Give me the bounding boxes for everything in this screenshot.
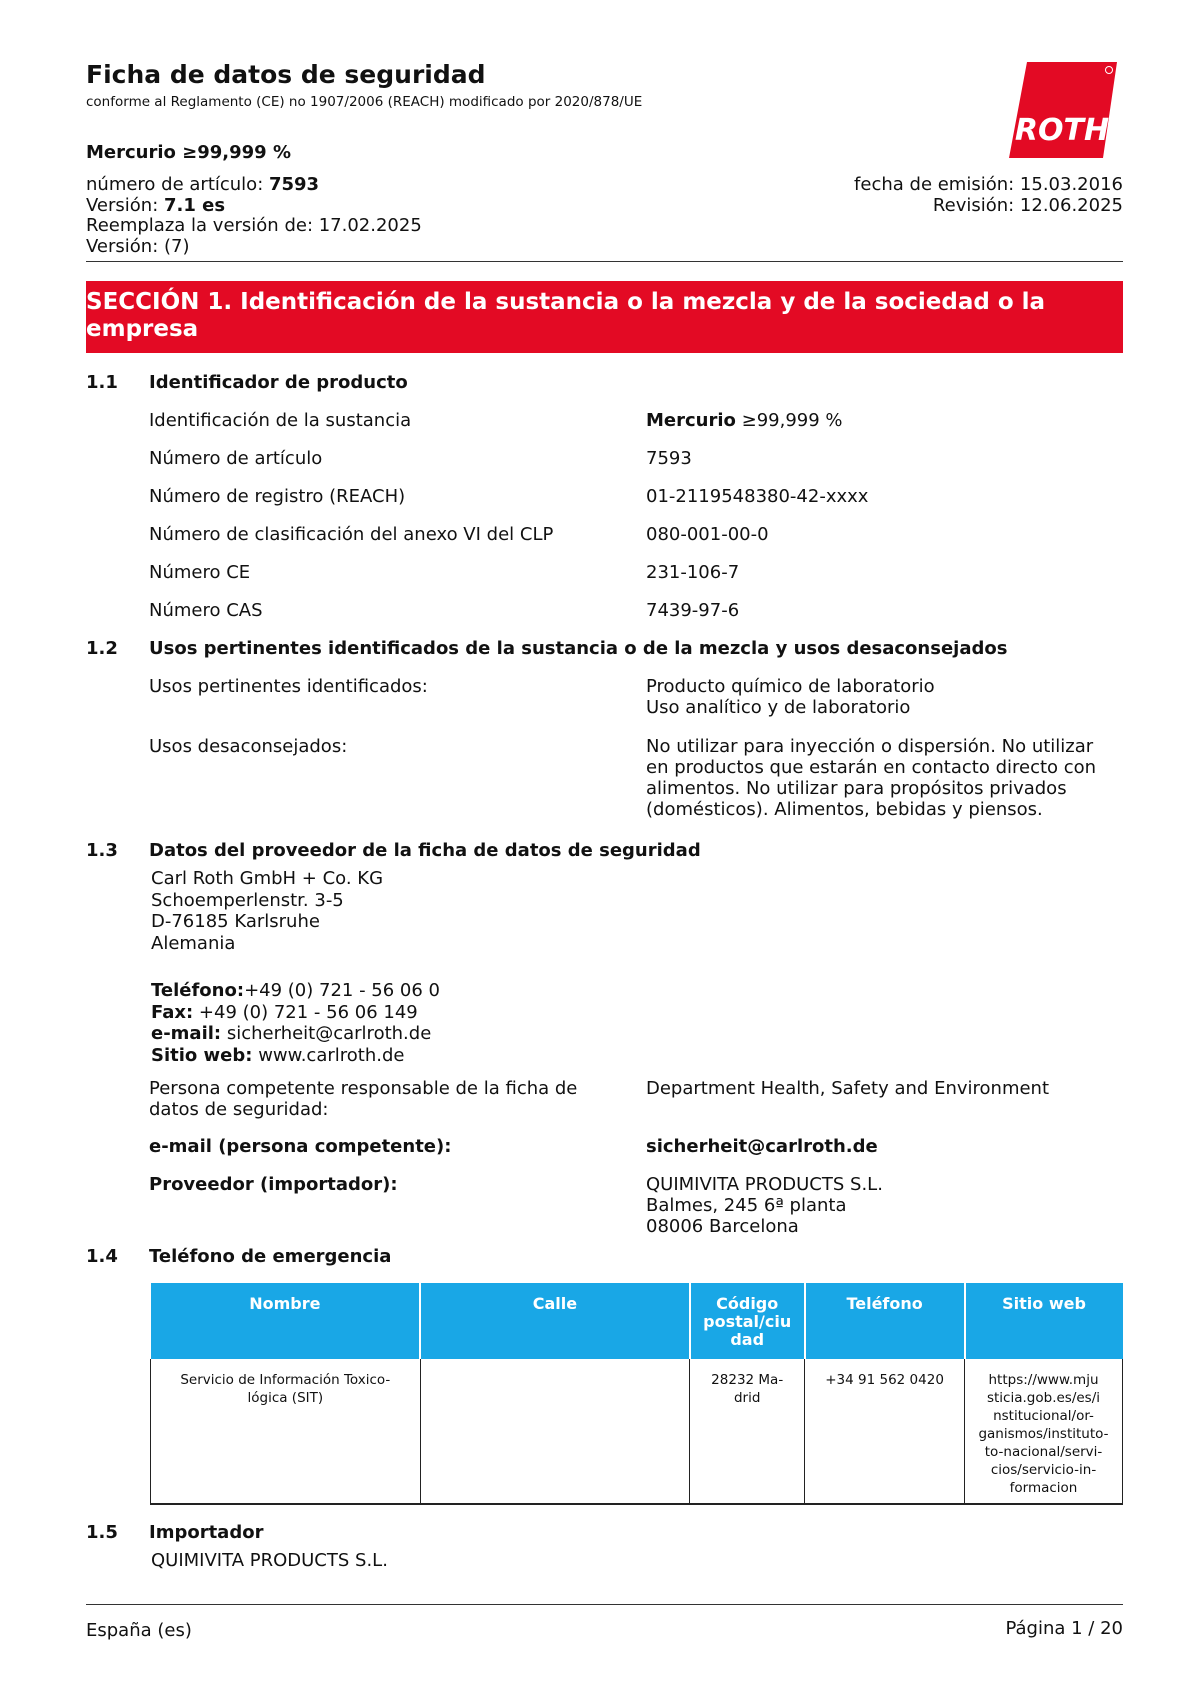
cell-street bbox=[420, 1359, 690, 1504]
column-header-website: Sitio web bbox=[965, 1283, 1123, 1359]
column-header-phone: Teléfono bbox=[805, 1283, 965, 1359]
table-header-row bbox=[151, 1283, 1123, 1359]
document-meta-right bbox=[854, 175, 1123, 216]
phone-line: Teléfono:+49 (0) 721 - 56 06 0 bbox=[151, 980, 440, 1001]
website-line: Sitio web: www.carlroth.de bbox=[151, 1044, 405, 1066]
logo-text: ROTH bbox=[1014, 113, 1110, 148]
column-header-postal: Código postal/ciu dad bbox=[690, 1283, 805, 1359]
revision-date: Revisión: 12.06.2025 bbox=[932, 194, 1123, 216]
previous-version: Versión: (7) bbox=[86, 235, 190, 257]
supplier-address: Carl Roth GmbH + Co. KG Schoemperlenstr. 3-5 D-76185 Karlsruhe Alemania bbox=[151, 868, 384, 954]
product-name: Mercurio ≥99,999 % bbox=[86, 142, 292, 163]
footer-locale: España (es) bbox=[86, 1620, 192, 1641]
cell-postal: 28232 Ma- drid bbox=[690, 1359, 805, 1504]
column-header-name: Nombre bbox=[151, 1283, 421, 1359]
column-header-street: Calle bbox=[420, 1283, 690, 1359]
cell-phone: +34 91 562 0420 bbox=[805, 1359, 965, 1504]
article-number-line: número de artículo: 7593 bbox=[86, 174, 320, 195]
roth-logo bbox=[1009, 60, 1121, 160]
document-subtitle: conforme al Reglamento (CE) no 1907/2006 (REACH) modificado por 2020/878/UE bbox=[86, 94, 643, 110]
replaces-version: Reemplaza la versión de: 17.02.2025 bbox=[86, 215, 422, 236]
document-title: Ficha de datos de seguridad bbox=[86, 60, 486, 89]
issue-date: fecha de emisión: 15.03.2016 bbox=[854, 174, 1123, 195]
email-line: e-mail: sicherheit@carlroth.de bbox=[151, 1023, 432, 1044]
sds-page: Ficha de datos de seguridad conforme al Reglamento (CE) no 1907/2006 (REACH) modificado por 2020/878/UE ROTH Mercurio ≥99,999 % número de artículo: 7593 Versión: 7.1 es Reemplaza la versión de: 17.02.2025 Versión: (7) fecha de emisión: 15.03.2016 Revisión: 12.06.2025 SECCIÓN 1. Identificación de la sustancia o la mezcla y de la sociedad o la empresa 1.1 Identificador de producto Identificación de la sustancia Mercurio ≥99,999 % Número de artículo 7593 Número de registro (REACH) 01-2119548380-42-xxxx Número de clasificación del anexo VI del CLP 080-001-00-0 Número CE 231-106-7 Número CAS 7439-97-6 1.2 Usos pertinentes identificados de la sustancia o de la mezcla y usos desaconsejados Usos pertinentes identificados: Producto químico de laboratorio Uso analítico y de laboratorio Usos desaconsejados: No utilizar para inyección o dispersión. No utilizar en productos que estarán en contacto directo con alimentos. No utilizar para propósitos privados (domésticos). Alimentos, bebidas y piensos. 1.3 Datos del proveedor de la ficha de datos de seguridad Carl Roth GmbH + Co. KG Schoemperlenstr. 3-5 D-76185 Karlsruhe Alemania Teléfono:+49 (0) 721 - 56 06 0 Fax: +49 (0) 721 - 56 06 149 e-mail: sicherheit@carlroth.de Sitio web: www.carlroth.de Persona competente responsable de la ficha de datos de seguridad: Department Health, Safety and Environment e-mail (persona competente): sicherheit@carlroth.de Proveedor (importador): QUIMIVITA PRODUCTS S.L. Balmes, 245 6ª planta 08006 Barcelona 1.4 Teléfono de emergencia Nombre Calle Código postal/ciu dad Teléfono Sitio web Servicio de Información Toxico- lógica (SIT) 28232 Ma- drid +34 91 562 0420 https://www.mju sticia.gob.es/es/i nstitucional/or- ganismos/instituto- to-nacional/servi- cios/servicio-in- formacion 1.5 Importador QUIMIVITA PRODUCTS S.L. España (es) Página 1 / 20 bbox=[86, 60, 1123, 1641]
fax-line: Fax: +49 (0) 721 - 56 06 149 bbox=[151, 1001, 418, 1023]
importer-name: QUIMIVITA PRODUCTS S.L. bbox=[151, 1550, 388, 1571]
document-meta-left bbox=[86, 175, 422, 257]
version-line: Versión: 7.1 es bbox=[86, 194, 226, 216]
page-number: Página 1 / 20 bbox=[1005, 1618, 1123, 1639]
supplier-contact bbox=[151, 980, 440, 1066]
header-divider bbox=[86, 261, 1123, 262]
article-number: 7593 bbox=[268, 174, 320, 195]
footer-divider bbox=[86, 1604, 1123, 1605]
table-row bbox=[151, 1359, 1123, 1504]
cell-website: https://www.mju sticia.gob.es/es/i nstitucional/or- ganismos/instituto- to-nacional/servi- cios/servicio-in- formacion bbox=[965, 1359, 1123, 1504]
version-number: 7.1 es bbox=[163, 194, 226, 216]
emergency-phone-table bbox=[150, 1283, 1123, 1505]
section-1-header: SECCIÓN 1. Identificación de la sustancia o la mezcla y de la sociedad o la empresa bbox=[86, 281, 1123, 353]
cell-name: Servicio de Información Toxico- lógica (SIT) bbox=[151, 1359, 421, 1504]
